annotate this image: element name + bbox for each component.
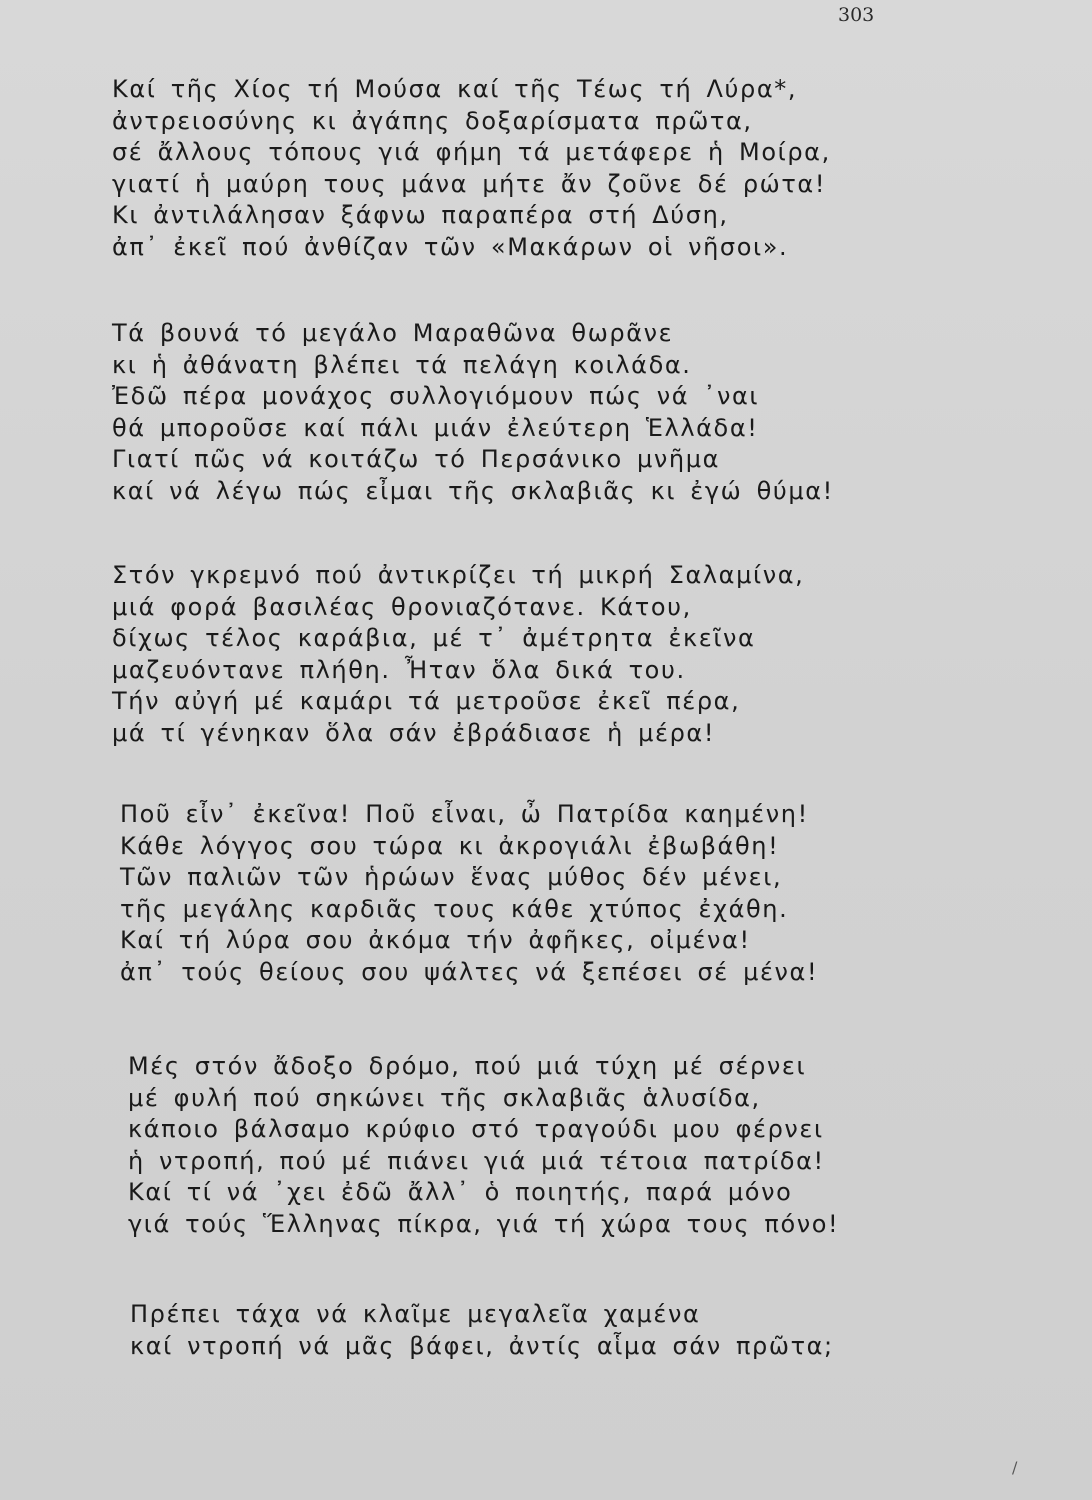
stanza-6 <box>130 1299 834 1362</box>
verse-line: γιά τούς Ἕλληνας πίκρα, γιά τή χώρα τους πόνο! <box>128 1209 840 1238</box>
verse-line: Στόν γκρεμνό πού ἀντικρίζει τή μικρή Σαλαμίνα, <box>112 561 805 589</box>
verse-line: Τῶν παλιῶν τῶν ἡρώων ἕνας μύθος δέν μένει, <box>120 863 783 891</box>
verse-line: Καί τῆς Χίος τή Μούσα καί τῆς Τέως τή Λύρα*, <box>112 75 798 103</box>
verse-line: Καί τή λύρα σου ἀκόμα τήν ἀφῆκες, οἰμένα! <box>120 926 751 954</box>
verse-line: καί ντροπή νά μᾶς βάφει, ἀντίς αἷμα σάν πρῶτα; <box>130 1331 834 1360</box>
verse-line: Ἐδῶ πέρα μονάχος συλλογιόμουν πώς νά ᾿ναι <box>112 382 760 410</box>
verse-line: κάποιο βάλσαμο κρύφιο στό τραγούδι μου φέρνει <box>128 1115 824 1143</box>
page-number: 303 <box>838 4 875 26</box>
verse-line: σέ ἄλλους τόπους γιά φήμη τά μετάφερε ἡ Μοίρα, <box>112 138 831 166</box>
verse-line: ἡ ντροπή, πού μέ πιάνει γιά μιά τέτοια πατρίδα! <box>128 1146 825 1175</box>
verse-line: Ποῦ εἶν᾿ ἐκεῖνα! Ποῦ εἶναι, ὦ Πατρίδα καημένη! <box>120 800 809 828</box>
verse-line: ἀπ᾿ τούς θείους σου ψάλτες νά ξεπέσει σέ μένα! <box>120 957 819 986</box>
margin-mark: / <box>1012 1458 1018 1477</box>
verse-line: Κι ἀντιλάλησαν ξάφνω παραπέρα στή Δύση, <box>112 201 729 229</box>
verse-line: Τά βουνά τό μεγάλο Μαραθῶνα θωρᾶνε <box>112 319 674 347</box>
verse-line: γιατί ἡ μαύρη τους μάνα μήτε ἄν ζοῦνε δέ ρώτα! <box>112 169 827 198</box>
stanza-1 <box>112 74 831 263</box>
verse-line: Τήν αὐγή μέ καμάρι τά μετροῦσε ἐκεῖ πέρα, <box>112 687 741 715</box>
stanza-5 <box>128 1051 839 1240</box>
verse-line: μά τί γένηκαν ὅλα σάν ἐβράδιασε ἡ μέρα! <box>112 718 716 747</box>
verse-line: κι ἡ ἀθάνατη βλέπει τά πελάγη κοιλάδα. <box>112 350 692 379</box>
verse-line: μαζευόντανε πλήθη. Ἦταν ὅλα δικά του. <box>112 655 686 684</box>
verse-line: ἀντρειοσύνης κι ἀγάπης δοξαρίσματα πρῶτα, <box>112 106 753 135</box>
stanza-3 <box>112 560 804 749</box>
verse-line: καί νά λέγω πώς εἶμαι τῆς σκλαβιᾶς κι ἐγώ θύμα! <box>112 476 834 505</box>
verse-line: δίχως τέλος καράβια, μέ τ᾿ ἀμέτρητα ἐκεῖνα <box>112 624 756 652</box>
verse-line: τῆς μεγάλης καρδιᾶς τους κάθε χτύπος ἐχάθη. <box>120 894 789 923</box>
verse-line: Καί τί νά ᾿χει ἐδῶ ἄλλ᾿ ὁ ποιητής, παρά μόνο <box>128 1178 793 1206</box>
verse-line: θά μποροῦσε καί πάλι μιάν ἐλεύτερη Ἑλλάδα! <box>112 413 759 442</box>
verse-line: μιά φορά βασιλέας θρονιαζότανε. Κάτου, <box>112 592 692 621</box>
verse-line: Πρέπει τάχα νά κλαῖμε μεγαλεῖα χαμένα <box>130 1300 701 1328</box>
verse-line: μέ φυλή πού σηκώνει τῆς σκλαβιᾶς ἁλυσίδα, <box>128 1083 761 1112</box>
verse-line: Γιατί πῶς νά κοιτάζω τό Περσάνικο μνῆμα <box>112 445 721 473</box>
stanza-4 <box>120 799 818 988</box>
verse-line: ἀπ᾿ ἐκεῖ πού ἀνθίζαν τῶν «Μακάρων οἱ νῆσοι». <box>112 232 789 261</box>
verse-line: Κάθε λόγγος σου τώρα κι ἀκρογιάλι ἐβωβάθη! <box>120 831 780 860</box>
stanza-2 <box>112 318 834 507</box>
verse-line: Μές στόν ἄδοξο δρόμο, πού μιά τύχη μέ σέρνει <box>128 1052 807 1080</box>
